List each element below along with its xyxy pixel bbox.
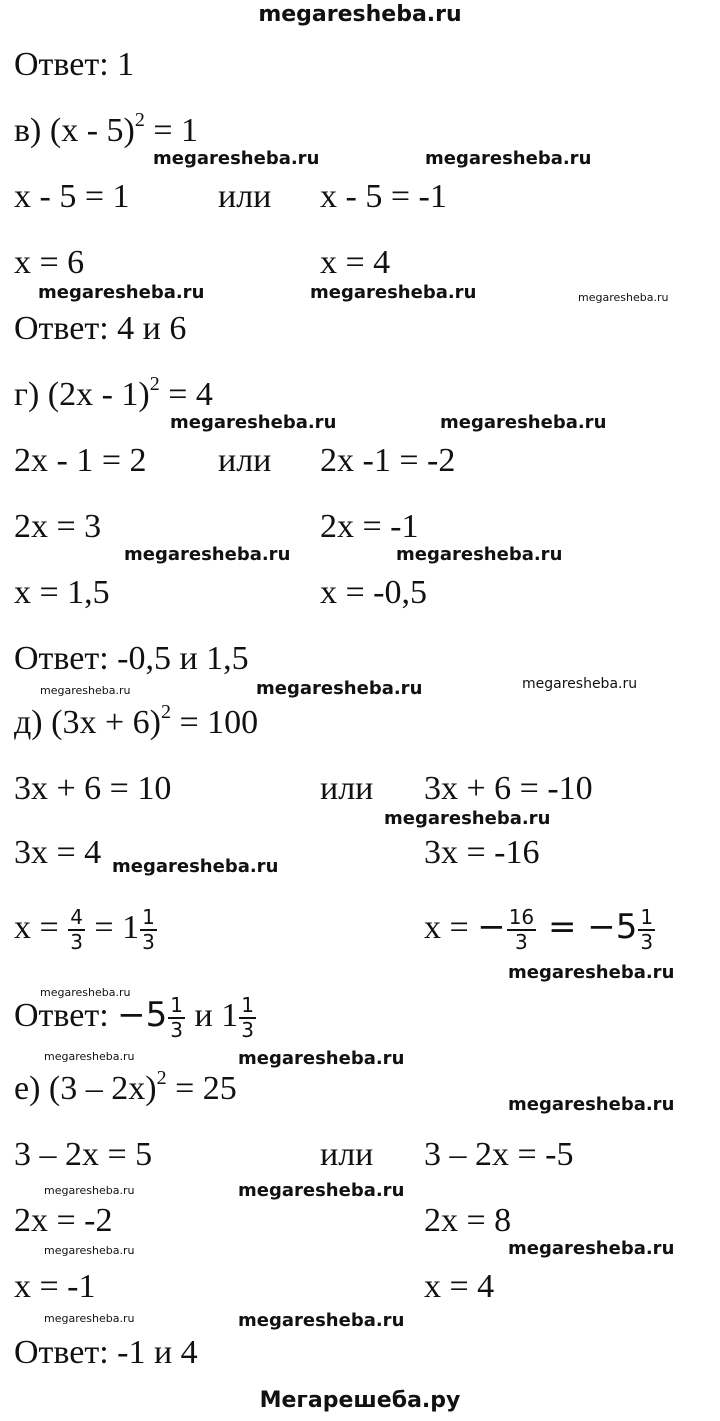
equation-d: [14, 701, 259, 741]
watermark: megaresheba.ru: [238, 1180, 405, 1201]
numerator: 1: [170, 993, 184, 1017]
answer-g: Ответ: -0,5 и 1,5: [14, 640, 249, 677]
answer-value: и 1: [186, 996, 239, 1034]
eq-text: x =: [424, 908, 478, 946]
watermark: megaresheba.ru: [238, 1310, 405, 1331]
step-right: x - 5 = -1: [320, 178, 447, 215]
site-footer[interactable]: Мегарешеба.ру: [259, 1388, 461, 1413]
step-right: 2x -1 = -2: [320, 442, 456, 479]
eq-text: x =: [14, 908, 68, 946]
step-right: x = -0,5: [320, 574, 427, 611]
answer-label: Ответ:: [14, 996, 118, 1034]
numerator: 16: [508, 905, 535, 929]
watermark: megaresheba.ru: [44, 1050, 135, 1063]
watermark: megaresheba.ru: [578, 291, 669, 304]
fraction: [168, 994, 185, 1042]
watermark: megaresheba.ru: [508, 1238, 675, 1259]
numerator: 4: [70, 905, 83, 929]
or-word: или: [320, 1136, 374, 1173]
or-word: или: [218, 442, 272, 479]
watermark: megaresheba.ru: [40, 986, 131, 999]
eq-text: = −5: [537, 906, 638, 947]
watermark: megaresheba.ru: [522, 676, 638, 692]
answer-value: −5: [117, 994, 168, 1035]
step-left: 3x + 6 = 10: [14, 770, 172, 807]
denominator: 3: [241, 1018, 254, 1042]
watermark: megaresheba.ru: [396, 544, 563, 565]
equation-g: [14, 373, 213, 413]
watermark: megaresheba.ru: [170, 412, 337, 433]
answer-d: [14, 994, 257, 1042]
denominator: 3: [640, 930, 654, 954]
watermark: megaresheba.ru: [44, 1312, 135, 1325]
fraction: [638, 906, 655, 954]
step-right: 3 – 2x = -5: [424, 1136, 574, 1173]
eq-rhs: = 25: [166, 1070, 237, 1107]
step-left: x = 1,5: [14, 574, 110, 611]
eq-text: = 1: [85, 908, 140, 946]
step-left: x = -1: [14, 1268, 96, 1305]
step-right: 3x + 6 = -10: [424, 770, 593, 807]
site-header[interactable]: megaresheba.ru: [258, 2, 462, 27]
watermark: megaresheba.ru: [508, 962, 675, 983]
step-left: 3x = 4: [14, 834, 102, 871]
step-right: 2x = 8: [424, 1202, 512, 1239]
answer-v: Ответ: 4 и 6: [14, 310, 187, 347]
watermark: megaresheba.ru: [44, 1184, 135, 1197]
eq-text: г) (2x - 1): [14, 376, 150, 413]
eq-text: е) (3 – 2x): [14, 1070, 157, 1107]
eq-text: д) (3x + 6): [14, 704, 161, 741]
or-word: или: [320, 770, 374, 807]
answer-b: Ответ: 1: [14, 46, 135, 83]
watermark: megaresheba.ru: [425, 148, 592, 169]
fraction: [68, 906, 85, 954]
fraction: [507, 906, 536, 954]
exponent: 2: [134, 109, 145, 131]
denominator: 3: [515, 930, 528, 954]
equation-e: [14, 1067, 237, 1107]
step-right-fraction: [424, 906, 656, 954]
step-left: x = 6: [14, 244, 85, 281]
step-right: 3x = -16: [424, 834, 540, 871]
eq-rhs: = 4: [159, 376, 213, 413]
watermark: megaresheba.ru: [44, 1244, 135, 1257]
watermark: megaresheba.ru: [508, 1094, 675, 1115]
step-right: 2x = -1: [320, 508, 419, 545]
fraction: [140, 906, 157, 954]
exponent: 2: [156, 1067, 167, 1089]
watermark: megaresheba.ru: [256, 678, 423, 699]
equation-v: [14, 109, 199, 149]
denominator: 3: [70, 930, 83, 954]
eq-rhs: = 100: [170, 704, 259, 741]
numerator: 1: [241, 993, 254, 1017]
step-left: 3 – 2x = 5: [14, 1136, 153, 1173]
step-left: 2x = 3: [14, 508, 102, 545]
exponent: 2: [149, 373, 160, 395]
denominator: 3: [142, 930, 155, 954]
watermark: megaresheba.ru: [112, 856, 279, 877]
minus-sign: −: [477, 906, 506, 947]
answer-e: Ответ: -1 и 4: [14, 1334, 198, 1371]
watermark: megaresheba.ru: [38, 282, 205, 303]
watermark: megaresheba.ru: [40, 684, 131, 697]
step-left: 2x - 1 = 2: [14, 442, 147, 479]
step-right: x = 4: [424, 1268, 495, 1305]
step-left-fraction: [14, 906, 158, 954]
eq-rhs: = 1: [144, 112, 199, 149]
denominator: 3: [170, 1018, 184, 1042]
watermark: megaresheba.ru: [440, 412, 607, 433]
watermark: megaresheba.ru: [238, 1048, 405, 1069]
step-left: 2x = -2: [14, 1202, 113, 1239]
watermark: megaresheba.ru: [310, 282, 477, 303]
numerator: 1: [640, 905, 654, 929]
step-right: x = 4: [320, 244, 391, 281]
fraction: [239, 994, 256, 1042]
watermark: megaresheba.ru: [124, 544, 291, 565]
or-word: или: [218, 178, 272, 215]
step-left: x - 5 = 1: [14, 178, 130, 215]
numerator: 1: [142, 905, 155, 929]
eq-text: в) (x - 5): [14, 112, 135, 149]
watermark: megaresheba.ru: [153, 148, 320, 169]
watermark: megaresheba.ru: [384, 808, 551, 829]
exponent: 2: [160, 701, 171, 723]
